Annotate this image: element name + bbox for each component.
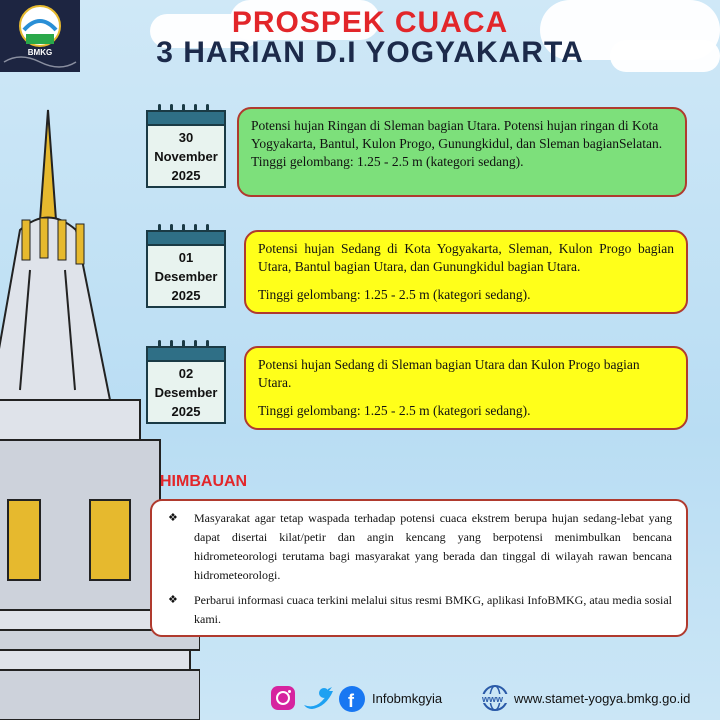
calendar-icon <box>146 104 226 188</box>
list-item <box>166 509 672 585</box>
calendar-icon <box>146 224 226 308</box>
cloud <box>610 40 720 72</box>
title-line-1: PROSPEK CUACA <box>231 6 509 39</box>
diamond-bullet-icon: ❖ <box>168 594 178 606</box>
www-label: www <box>482 694 504 704</box>
forecast-date <box>146 362 226 424</box>
forecast-text: Potensi hujan Sedang di Sleman bagian Utara dan Kulon Progo bagian Utara. <box>258 357 640 390</box>
wave-height: Tinggi gelombang: 1.25 - 2.5 m (kategori sedang). <box>258 403 531 418</box>
twitter-icon[interactable] <box>302 685 334 711</box>
wave-height: Tinggi gelombang: 1.25 - 2.5 m (kategori sedang). <box>251 154 524 169</box>
forecast-box-1 <box>237 107 687 197</box>
bmkg-logo <box>0 0 80 72</box>
forecast-month: November <box>154 149 218 164</box>
forecast-month: Desember <box>154 385 218 400</box>
website-link[interactable]: www.stamet-yogya.bmkg.go.id <box>514 691 691 706</box>
diamond-bullet-icon: ❖ <box>168 512 178 524</box>
forecast-text: Potensi hujan Ringan di Sleman bagian Utara. Potensi hujan ringan di Kota Yogyakarta, Bantul, Kulon Progo, Gunungkidul, dan Sleman bagianSelatan. <box>251 118 663 151</box>
globe-icon <box>480 684 510 712</box>
instagram-icon[interactable] <box>270 685 296 711</box>
forecast-year: 2025 <box>171 288 201 303</box>
calendar-icon <box>146 340 226 424</box>
forecast-year: 2025 <box>171 404 201 419</box>
himbauan-box <box>150 499 688 637</box>
wave-height: Tinggi gelombang: 1.25 - 2.5 m (kategori sedang). <box>258 287 531 302</box>
social-handle[interactable]: Infobmkgyia <box>372 691 443 706</box>
svg-text:f: f <box>348 691 354 711</box>
forecast-text: Potensi hujan Sedang di Kota Yogyakarta, Sleman, Kulon Progo bagian Utara, Bantul bagian Utara, dan Gunungkidul bagian Utara. <box>258 241 674 274</box>
logo-text: BMKG <box>27 48 53 57</box>
forecast-month: Desember <box>154 269 218 284</box>
himbauan-text: Perbarui informasi cuaca terkini melalui situs resmi BMKG, aplikasi InfoBMKG, atau media sosial kami. <box>194 593 672 626</box>
forecast-date <box>146 126 226 188</box>
forecast-day: 01 <box>178 250 194 265</box>
title-line-2: 3 HARIAN D.I YOGYAKARTA <box>156 36 584 69</box>
himbauan-title: HIMBAUAN <box>160 473 248 490</box>
forecast-date <box>146 246 226 308</box>
list-item <box>166 591 672 629</box>
bmkg-emblem-icon <box>0 0 80 72</box>
forecast-year: 2025 <box>171 168 201 183</box>
forecast-day: 02 <box>178 366 194 381</box>
himbauan-text: Masyarakat agar tetap waspada terhadap potensi cuaca ekstrem berupa hujan sedang-lebat yang dapat disertai kilat/petir dan angin kencang yang berpotensi menimbulkan bencana hidrometeorologi terutama bagi masyarakat yang berada dan tinggal di wilayah rawan bencana hidrometeorologi. <box>194 511 672 582</box>
forecast-box-2 <box>244 230 688 314</box>
forecast-day: 30 <box>178 130 194 145</box>
facebook-icon[interactable] <box>338 685 366 713</box>
forecast-box-3 <box>244 346 688 430</box>
